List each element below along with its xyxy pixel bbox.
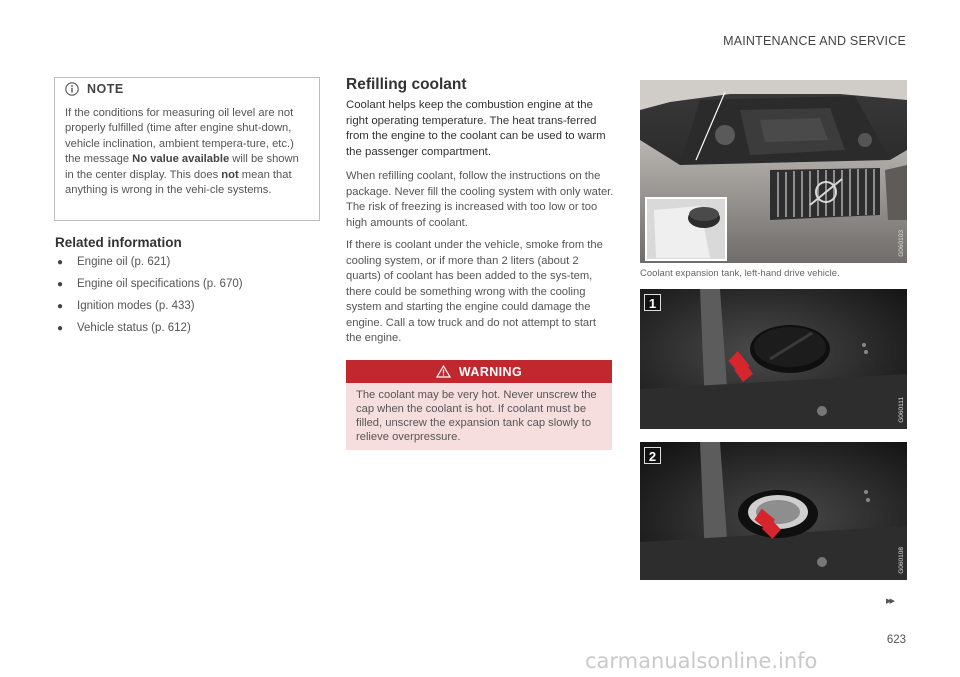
related-link-ignition-modes[interactable]: ● Ignition modes (p. 433)	[57, 300, 195, 312]
related-link-engine-oil[interactable]: ● Engine oil (p. 621)	[57, 256, 171, 268]
warning-triangle-icon	[436, 365, 451, 378]
related-link-vehicle-status[interactable]: ● Vehicle status (p. 612)	[57, 322, 191, 334]
warning-title: WARNING	[458, 364, 523, 379]
continue-arrow-icon: ▸▸	[886, 595, 894, 607]
step-1-photo	[640, 289, 907, 429]
page-number: 623	[886, 634, 906, 646]
related-information-list	[55, 256, 243, 344]
step-1-badge: 1	[644, 294, 661, 311]
related-information-heading: Related information	[55, 235, 182, 250]
warning-text: The coolant may be very hot. Never unscrew the cap when the coolant is hot. If coolant must be filled, unscrew the expansion tank cap slowly to relieve overpressure.	[356, 389, 597, 443]
emphasis-not: not	[221, 168, 239, 181]
note-box	[54, 77, 320, 221]
image-code: G060103	[898, 230, 905, 257]
running-header: MAINTENANCE AND SERVICE	[723, 34, 906, 48]
watermark: carmanualsonline.info	[585, 649, 818, 673]
note-header	[55, 78, 319, 100]
note-text: If the conditions for measuring oil level are not properly fulfilled (time after engine shut-down, vehicle inclination, ambient tempera-ture, etc.) the message No value available will be shown in the center display. This does not mean that anything is wrong in the vehi-cle systems.	[65, 107, 299, 197]
warning-box	[346, 360, 612, 450]
image-code: G060108	[898, 547, 905, 574]
section-title: Refilling coolant	[346, 76, 467, 93]
paragraph-refilling: When refilling coolant, follow the instructions on the package. Never fill the cooling system with only water. The risk of freezing is increased with too low or too high amounts of coolant.	[346, 170, 614, 229]
warning-header	[346, 360, 612, 383]
image-code: G060111	[898, 397, 905, 423]
step-2-photo	[640, 442, 907, 580]
engine-bay-photo	[640, 80, 907, 263]
paragraph-leak: If there is coolant under the vehicle, smoke from the cooling system, or if more than 2 liters (about 2 quarts) of coolant has been added to the sys-tem, there could be something wrong with the cooling system and starting the engine could damage the engine. Call a tow truck and do not attempt to start the engine.	[346, 239, 603, 344]
note-title: NOTE	[87, 82, 124, 96]
related-link-oil-specifications[interactable]: ● Engine oil specifications (p. 670)	[57, 278, 243, 290]
section-intro: Coolant helps keep the combustion engine at the right operating temperature. The heat trans-ferred from the engine to the coolant can be used to warm the passenger compartment.	[346, 99, 606, 158]
message-no-value: No value available	[132, 153, 230, 166]
info-circle-icon	[65, 82, 79, 96]
step-2-badge: 2	[644, 447, 661, 464]
image-caption: Coolant expansion tank, left-hand drive vehicle.	[640, 268, 840, 279]
